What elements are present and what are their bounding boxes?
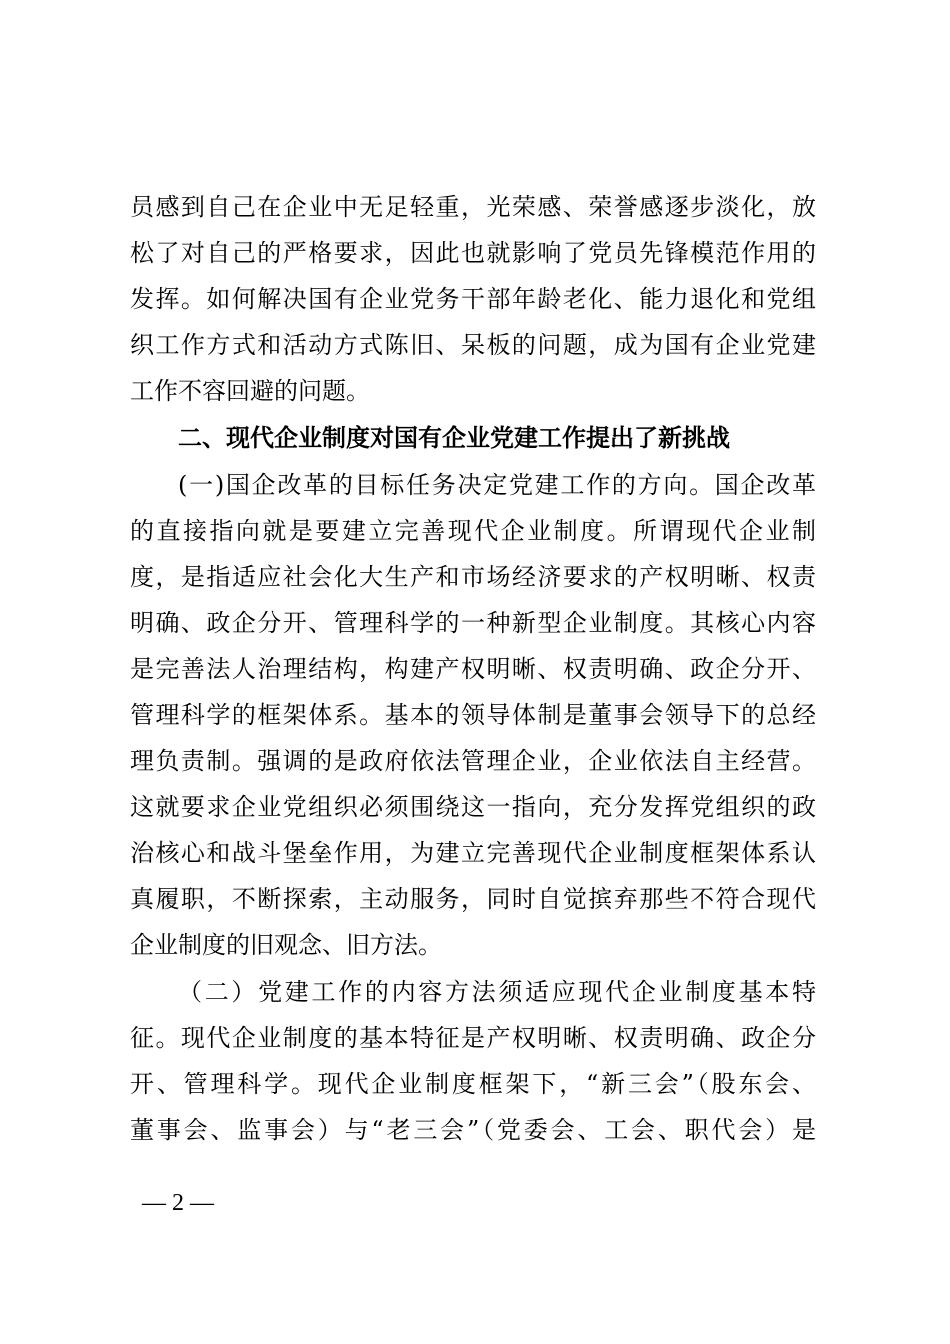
paragraph-2-line-6: 管理科学的框架体系。基本的领导体制是董事会领导下的总经 <box>130 701 816 729</box>
paragraph-2-line-4: 明确、政企分开、管理科学的一种新型企业制度。其核心内容 <box>130 609 816 637</box>
paragraph-2-line-5: 是完善法人治理结构，构建产权明晰、权责明确、政企分开、 <box>130 655 816 683</box>
page-number: — 2 — <box>142 1190 214 1216</box>
paragraph-2-line-2: 的直接指向就是要建立完善现代企业制度。所谓现代企业制 <box>130 517 816 545</box>
paragraph-3-line-3: 开、管理科学。现代企业制度框架下，“新三会”（股东会、 <box>130 1070 816 1098</box>
paragraph-2-line-10: 真履职，不断探索，主动服务，同时自觉摈弃那些不符合现代 <box>130 885 816 913</box>
paragraph-1-line-4: 织工作方式和活动方式陈旧、呆板的问题，成为国有企业党建 <box>130 331 816 359</box>
paragraph-2-line-11: 企业制度的旧观念、旧方法。 <box>130 931 442 959</box>
paragraph-2-line-8: 这就要求企业党组织必须围绕这一指向，充分发挥党组织的政 <box>130 793 816 821</box>
paragraph-3-line-1: （二）党建工作的内容方法须适应现代企业制度基本特 <box>178 978 816 1006</box>
paragraph-2-line-7: 理负责制。强调的是政府依法管理企业，企业依法自主经营。 <box>130 747 816 775</box>
paragraph-2-line-9: 治核心和战斗堡垒作用，为建立完善现代企业制度框架体系认 <box>130 839 816 867</box>
section-heading-2: 二、现代企业制度对国有企业党建工作提出了新挑战 <box>178 423 730 452</box>
paragraph-3-line-2: 征。现代企业制度的基本特征是产权明晰、权责明确、政企分 <box>130 1024 816 1052</box>
paragraph-1-line-3: 发挥。如何解决国有企业党务干部年龄老化、能力退化和党组 <box>130 285 816 313</box>
paragraph-1-line-2: 松了对自己的严格要求，因此也就影响了党员先锋模范作用的 <box>130 239 816 267</box>
paragraph-3-line-4: 董事会、监事会）与“老三会”（党委会、工会、职代会）是 <box>130 1116 816 1144</box>
paragraph-2-line-1: (一)国企改革的目标任务决定党建工作的方向。国企改革 <box>178 471 816 499</box>
paragraph-2-line-3: 度，是指适应社会化大生产和市场经济要求的产权明晰、权责 <box>130 563 816 591</box>
paragraph-1-line-5: 工作不容回避的问题。 <box>130 377 370 405</box>
paragraph-1-line-1: 员感到自己在企业中无足轻重，光荣感、荣誉感逐步淡化，放 <box>130 193 816 221</box>
